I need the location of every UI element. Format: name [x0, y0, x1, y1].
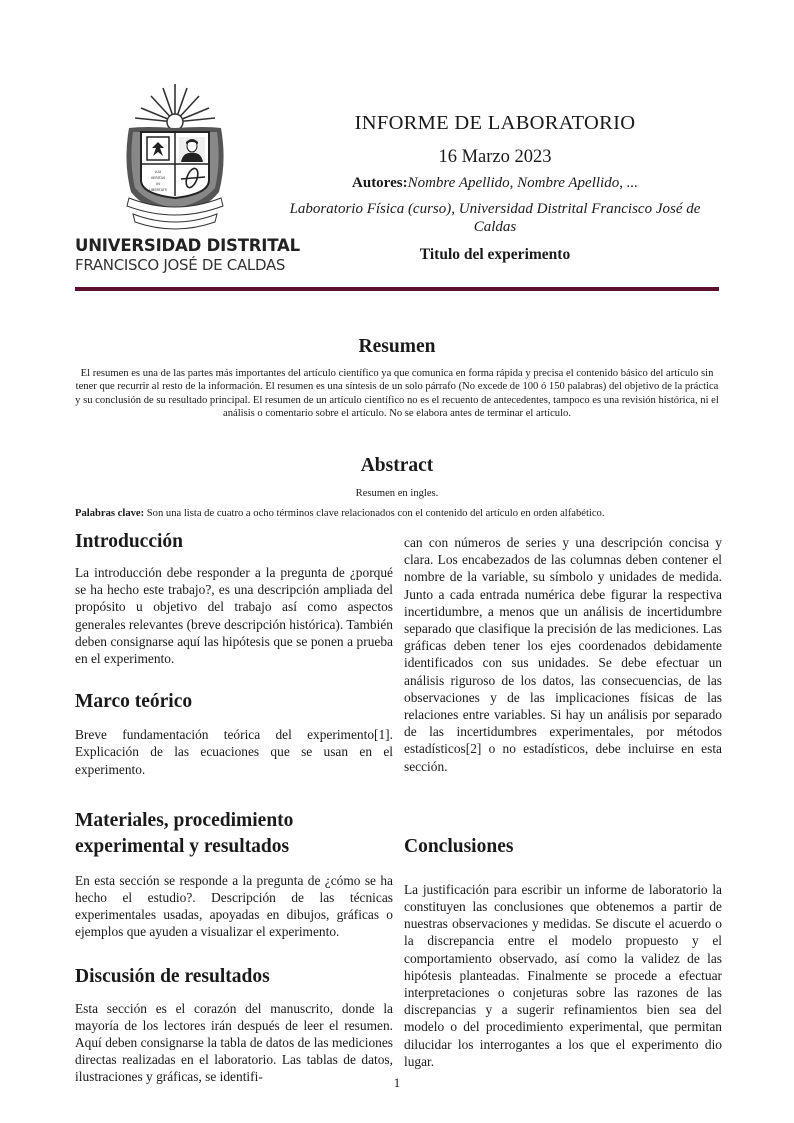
- section-text-discusion-part1: Esta sección es el corazón del manuscrito, donde la mayoría de los lectores irán después de leer el resumen. Aquí deben consignarse la tabla de datos de las mediciones directas realizadas en el laboratorio. Las tablas de datos, ilustraciones y gráficas, se identifi-: [75, 1000, 393, 1085]
- resumen-section: [75, 336, 719, 420]
- affiliation: Laboratorio Física (curso), Universidad Distrital Francisco José de Caldas: [289, 201, 701, 235]
- report-date: 16 Marzo 2023: [438, 147, 552, 167]
- title-block: [285, 112, 705, 264]
- abstract-section: [75, 455, 719, 500]
- experiment-title: Titulo del experimento: [419, 246, 571, 263]
- keywords-label: Palabras clave:: [75, 508, 145, 519]
- keywords-text: Son una lista de cuatro a ocho términos clave relacionados con el contenido del artículo en orden alfabético.: [144, 508, 605, 519]
- section-text-conclusiones: La justificación para escribir un informe de laboratorio la constituyen las conclusiones que obtenemos a partir de nuestras observaciones y medidas. Se discute el acuerdo o la discrepancia entre el modelo propuesto y el comportamiento observado, así como la validez de las hipótesis planteadas. Finalmente se procede a efectuar interpretaciones o conjeturas sobre las razones de las discrepancias y a sugerir refinamientos bien sea del modelo o del procedimiento experimental, que permitan dilucidar los interrogantes a los que el experimento dio lugar.: [404, 881, 722, 1069]
- section-text-introduccion: La introducción debe responder a la pregunta de ¿porqué se ha hecho este trabajo?, es una descripción ampliada del propósito u objetivo del trabajo así como aspectos generales relevantes (breve descripción histórica). También deben consignarse aquí las hipótesis que se ponen a prueba en el experimento.: [75, 565, 393, 667]
- university-logo: [75, 82, 300, 274]
- section-title-conclusiones: Conclusiones: [404, 835, 514, 857]
- abstract-title: Abstract: [360, 455, 434, 476]
- section-text-marco: Breve fundamentación teórica del experimento[1]. Explicación de las ecuaciones que se usan en el experimento.: [75, 727, 393, 777]
- header-divider: [75, 287, 719, 291]
- section-title-materiales: Materiales, procedimiento experimental y resultados: [75, 809, 294, 857]
- authors-label: Autores:: [352, 175, 408, 191]
- section-title-introduccion: Introducción: [75, 531, 183, 552]
- svg-text:LIBERTATE: LIBERTATE: [148, 188, 168, 192]
- svg-text:IN: IN: [156, 182, 160, 186]
- svg-text:LUX: LUX: [154, 170, 162, 174]
- resumen-title: Resumen: [358, 336, 436, 357]
- university-crest-icon: [115, 82, 235, 232]
- section-title-marco: Marco teórico: [75, 691, 193, 713]
- page-number: 1: [393, 1075, 401, 1090]
- section-title-discusion: Discusión de resultados: [75, 965, 270, 987]
- keywords: [75, 508, 725, 519]
- section-text-discusion-part2: can con números de series y una descripción concisa y clara. Los encabezados de las columnas deben contener el nombre de la variable, su símbolo y unidades de medida. Junto a cada entrada numérica debe figurar la respectiva incertidumbre, a menos que un análisis de incertidumbre separado que clasifique la precisión de las mediciones. Las gráficas deben tener los ejes coordenados debidamente identificados con sus unidades. Se debe efectuar un análisis riguroso de los datos, las consecuencias, de las observaciones y de las implicaciones físicas de las relaciones entre variables. Si hay un análisis por separado de las incertidumbres experimentales, por métodos estadísticos[2] o no estadísticos, debe incluirse en esta sección.: [404, 535, 722, 774]
- university-subname: FRANCISCO JOSÉ DE CALDAS: [75, 256, 286, 274]
- svg-text:VERITAS: VERITAS: [150, 176, 166, 180]
- authors-names: Nombre Apellido, Nombre Apellido, ...: [407, 175, 638, 191]
- resumen-text: El resumen es una de las partes más importantes del artículo científico ya que comunica en forma rápida y precisa el contenido básico del artículo sin tener que recurrir al resto de la información. El resumen es una síntesis de un solo párrafo (No excede de 100 ó 150 palabras) del objetivo de la práctica y su conclusión de su resultado principal. El resumen de un artículo científico no es el recuento de antecedentes, tampoco es una revisión histórica, ni el análisis o comentario sobre el artículo. No se elabora antes de terminar el artículo.: [75, 368, 719, 419]
- abstract-text: Resumen en ingles.: [355, 488, 439, 499]
- left-column: [75, 530, 393, 1086]
- authors-line: [285, 175, 705, 192]
- section-text-materiales: En esta sección se responde a la pregunta de ¿cómo se ha hecho el estudio?. Descripción de las técnicas experimentales usadas, apoyadas en dibujos, gráficas o ejemplos que ayuden a visualizar el experimento.: [75, 872, 393, 940]
- report-title: INFORME DE LABORATORIO: [354, 112, 636, 134]
- university-name: UNIVERSIDAD DISTRITAL: [75, 236, 300, 255]
- right-column: [404, 530, 722, 1070]
